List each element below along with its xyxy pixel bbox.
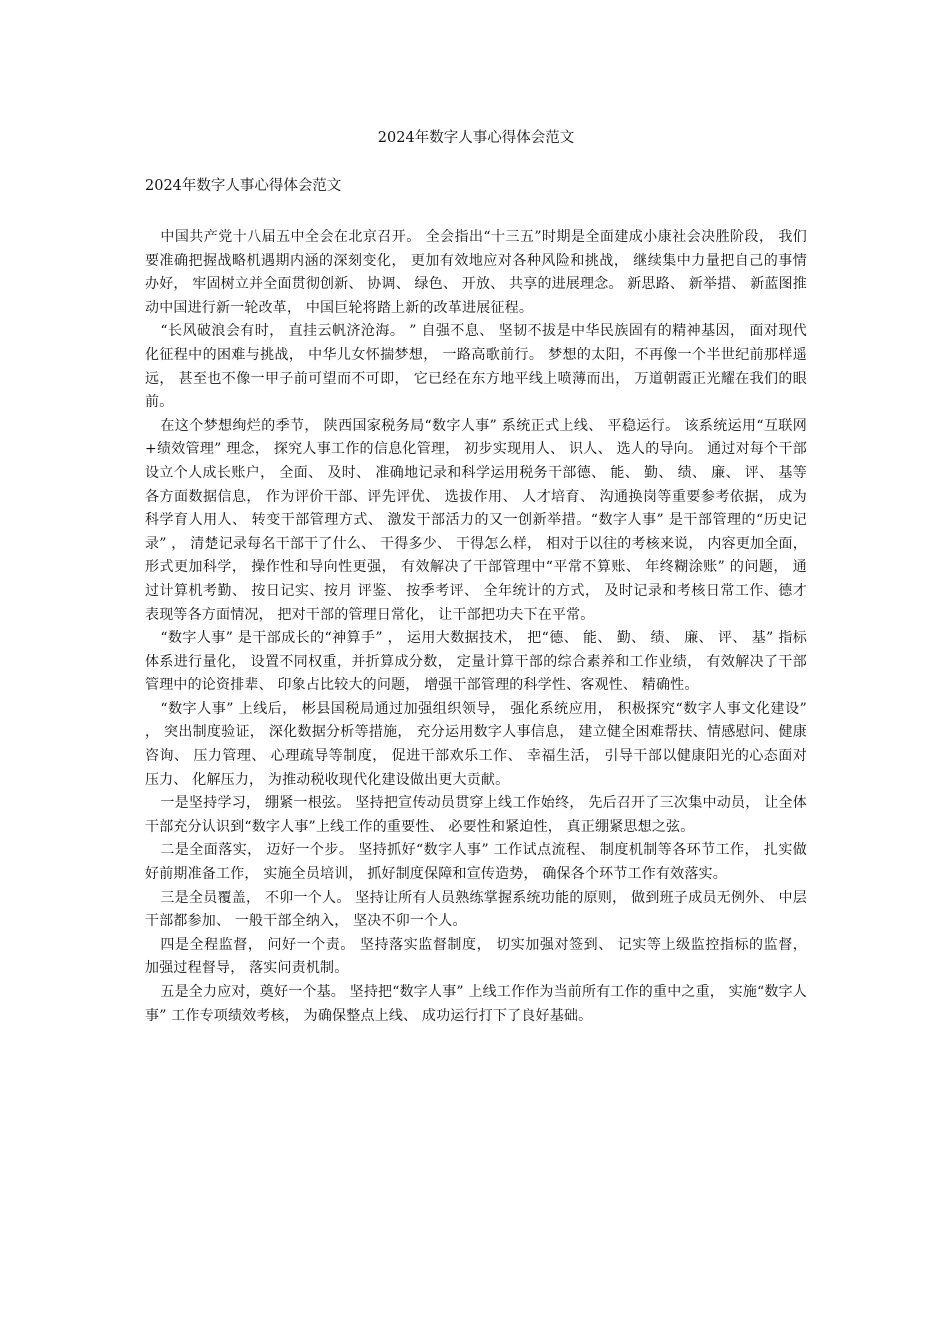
- paragraph: 五是全力应对，奠好一个基。 坚持把“数字人事” 上线工作作为当前所有工作的重中之重， 实施“数字人事” 工作专项绩效考核， 为确保整点上线、 成功运行打下了良好基础。: [145, 984, 808, 1024]
- paragraph: “长风破浪会有时， 直挂云帆济沧海。 ” 自强不息、 坚韧不拔是中华民族固有的精神基因， 面对现代化征程中的困难与挑战， 中华儿女怀揣梦想， 一路高歌前行。 梦想的太阳，不再像一个半世纪前那样遥远， 甚至也不像一甲子前可望而不可即， 它已经在东方地平线上喷薄而出， 万道朝霞正光耀在我们的眼前。: [145, 323, 807, 411]
- document-subtitle: 2024年数字人事心得体会范文: [145, 178, 342, 194]
- paragraph: 一是坚持学习， 绷紧一根弦。 坚持把宣传动员贯穿上线工作始终， 先后召开了三次集中动员， 让全体干部充分认识到“数字人事”上线工作的重要性、 必要性和紧迫性， 真正绷紧思想之弦。: [145, 795, 807, 835]
- paragraph: 三是全员覆盖， 不卯一个人。 坚持让所有人员熟练掌握系统功能的原则， 做到班子成员无例外、 中层干部都参加、 一般干部全纳入， 坚决不卯一个人。: [145, 889, 807, 930]
- paragraph: “数字人事” 是干部成长的“神算手” ， 运用大数据技术， 把“德、 能、 勤、 绩、 廉、 评、 基” 指标体系进行量化， 设置不同权重，并折算成分数， 定量计算干部的综合素养和工作业绩， 有效解决了干部管理中的论资排辈、 印象占比较大的问题， 增强干部管理的科学性、客观性、 精确性。: [145, 630, 807, 694]
- paragraph: 四是全程监督， 问好一个责。 坚持落实监督制度， 切实加强对签到、 记实等上级监控指标的监督， 加强过程督导， 落实问责机制。: [145, 936, 807, 977]
- paragraph: 在这个梦想绚烂的季节， 陕西国家税务局“数字人事” 系统正式上线、 平稳运行。 该系统运用“互联网+绩效管理” 理念， 探究人事工作的信息化管理， 初步实现用人、 识人、 选人的导向。 通过对每个干部设立个人成长账户， 全面、 及时、 准确地记录和科学运用税务干部德、 能、 勤、 绩、 廉、 评、 基等各方面数据信息， 作为评价干部、评先评优、 选拔作用、 人才培育、 沟通换岗等重要参考依据， 成为科学育人用人、 转变干部管理方式、 激发干部活力的又一创新举措。“数字人事” 是干部管理的“历史记录” ， 清楚记录每名干部干了什么、 干得多少、 干得怎么样， 相对于以往的考核来说， 内容更加全面， 形式更加科学， 操作性和导向性更强， 有效解决了干部管理中“平常不算账、 年终糊涂账” 的问题， 通过计算机考勤、 按日记实、按月 评鉴、 按季考评、 全年统计的方式， 及时记录和考核日常工作、德才表现等各方面情况， 把对干部的管理日常化， 让干部把功夫下在平常。: [145, 417, 807, 623]
- paragraph: 二是全面落实， 迈好一个步。 坚持抓好“数字人事” 工作试点流程、 制度机制等各环节工作， 扎实做好前期准备工作， 实施全员培训， 抓好制度保障和宣传造势， 确保各个环节工作有效落实。: [145, 842, 807, 883]
- paragraph: 中国共产党十八届五中全会在北京召开。 全会指出“十三五”时期是全面建成小康社会决胜阶段， 我们要准确把握战略机遇期内涵的深刻变化， 更加有效地应对各种风险和挑战， 继续集中力量把自己的事情办好， 牢固树立并全面贯彻创新、 协调、 绿色、 开放、 共享的进展理念。 新思路、 新举措、 新蓝图推动中国进行新一轮改革， 中国巨轮将踏上新的改革进展征程。: [145, 229, 807, 316]
- document-title: 2024年数字人事心得体会范文: [377, 130, 575, 146]
- paragraph: “数字人事” 上线后， 彬县国税局通过加强组织领导， 强化系统应用， 积极探究“数字人事文化建设” ， 突出制度验证， 深化数据分析等措施， 充分运用数字人事信息， 建立健全困难帮扶、情感慰问、健康咨询、 压力管理、 心理疏导等制度， 促进干部欢乐工作、 幸福生活， 引导干部以健康阳光的心态面对压力、 化解压力， 为推动税收现代化建设做出更大贡献。: [145, 700, 807, 788]
- document-body: [145, 226, 807, 1028]
